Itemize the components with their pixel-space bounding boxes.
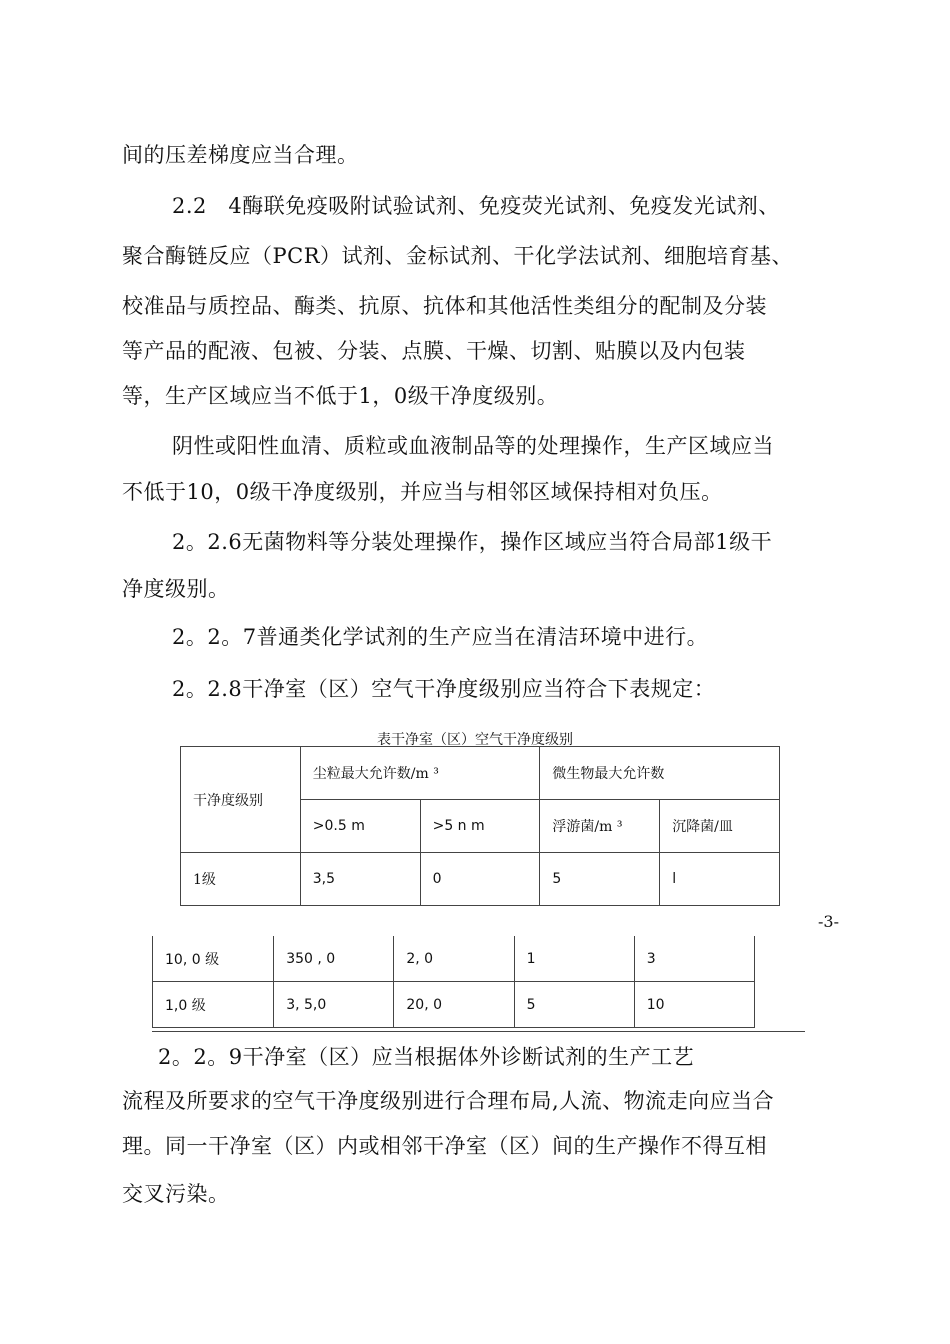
header-cell-dust: 尘粒最大允许数/m ³: [300, 747, 540, 800]
table-cell: 3: [634, 936, 754, 982]
table-cell: 1: [514, 936, 634, 982]
paragraph-line: 等产品的配液、包被、分装、点膜、干燥、切割、贴膜以及内包装: [122, 339, 746, 363]
table-cell: 3,5: [300, 853, 420, 906]
paragraph-line: 不低于10，0级干净度级别，并应当与相邻区域保持相对负压。: [122, 480, 723, 504]
paragraph-line: 净度级别。: [122, 577, 230, 601]
paragraph-line: 聚合酶链反应（PCR）试剂、金标试剂、干化学法试剂、细胞培育基、: [122, 244, 794, 268]
paragraph-line: 理。同一干净室（区）内或相邻干净室（区）间的生产操作不得互相: [122, 1134, 767, 1158]
table-bottom-rule: [152, 1031, 805, 1032]
table-cell: 10: [634, 982, 754, 1028]
paragraph-line: 2。2。9干净室（区）应当根据体外诊断试剂的生产工艺: [158, 1045, 695, 1069]
table-cell: 2, 0: [394, 936, 514, 982]
header-cell-sub: >0.5 m: [300, 800, 420, 853]
table-cell: l: [660, 853, 780, 906]
paragraph-line: 2。2.8干净室（区）空气干净度级别应当符合下表规定：: [172, 677, 716, 701]
table-cell: 350 , 0: [274, 936, 394, 982]
header-cell-sub: 浮游菌/m ³: [540, 800, 660, 853]
header-cell-sub: 沉降菌/皿: [660, 800, 780, 853]
table-cell: 5: [540, 853, 660, 906]
paragraph-line: 交叉污染。: [122, 1182, 230, 1206]
paragraph-line: 流程及所要求的空气干净度级别进行合理布局,人流、物流走向应当合: [122, 1089, 775, 1113]
header-cell-level: 干净度级别: [181, 747, 301, 853]
table-cell: 5: [514, 982, 634, 1028]
page-number: -3-: [818, 912, 839, 931]
table-caption: 表干净室（区）空气干净度级别: [377, 732, 573, 748]
table-cell: 20, 0: [394, 982, 514, 1028]
table-cell: 1,0 级: [153, 982, 274, 1028]
table-row: [153, 982, 755, 1028]
cleanliness-table: [180, 746, 780, 906]
paragraph-line: 间的压差梯度应当合理。: [122, 143, 359, 167]
paragraph-line: 阴性或阳性血清、质粒或血液制品等的处理操作，生产区域应当: [172, 434, 774, 458]
header-cell-sub: >5 n m: [420, 800, 540, 853]
table-row: [153, 936, 755, 982]
cleanliness-table-continued: [152, 936, 755, 1028]
table-cell: 1级: [181, 853, 301, 906]
paragraph-line: 2。2。7普通类化学试剂的生产应当在清洁环境中进行。: [172, 625, 709, 649]
paragraph-line: 2.2 4酶联免疫吸附试验试剂、免疫荧光试剂、免疫发光试剂、: [172, 194, 780, 218]
paragraph-line: 等，生产区域应当不低于1，0级干净度级别。: [122, 384, 559, 408]
paragraph-line: 2。2.6无菌物料等分装处理操作，操作区域应当符合局部1级干: [172, 530, 773, 554]
table-cell: 10, 0 级: [153, 936, 274, 982]
paragraph-line: 校准品与质控品、酶类、抗原、抗体和其他活性类组分的配制及分装: [122, 294, 767, 318]
table-cell: 0: [420, 853, 540, 906]
header-cell-microbe: 微生物最大允许数: [540, 747, 780, 800]
table-cell: 3, 5,0: [274, 982, 394, 1028]
